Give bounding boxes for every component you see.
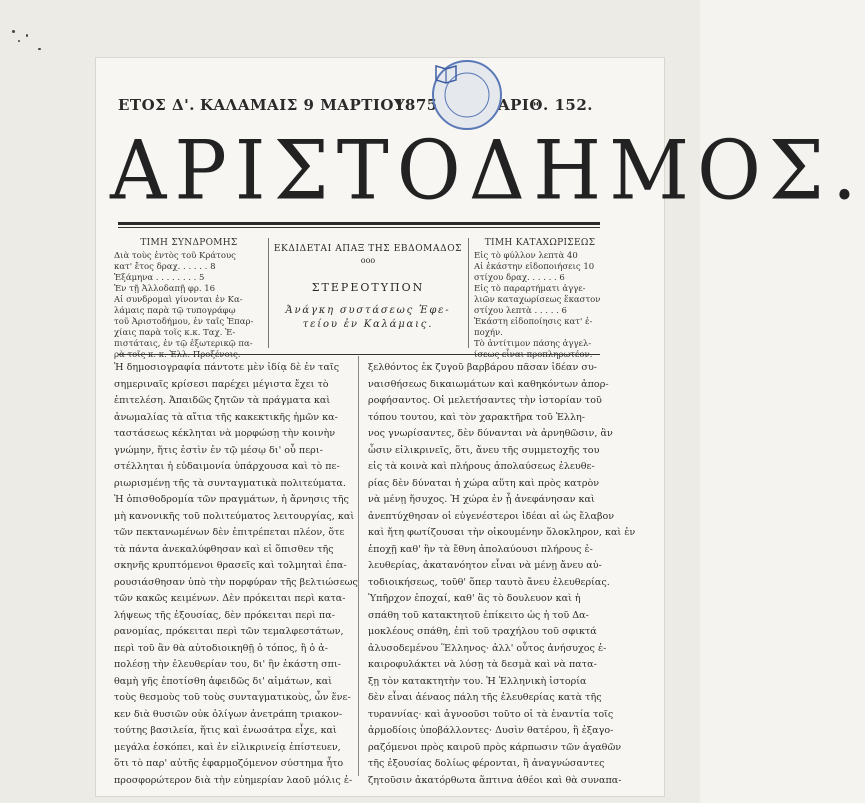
article-line: ραζόμενοι πρὸς καιροῦ πρὸς κάρπωσιν τῶν ἀγαθῶν: [368, 741, 622, 753]
article-line: ρίας δὲν δύναται ἡ χώρα αὕτη καὶ πρὸς κατρὸν: [368, 477, 600, 489]
subscription-heading: ΤΙΜΗ ΣΥΝΔΡΟΜΗΣ: [140, 238, 238, 248]
subscription-line: πιστάταις, ἐν τῷ ἐξωτερικῷ πα-: [114, 339, 253, 349]
article-line: ριωρισμένῃ τῆς τὰ συνταγματικὰ πολιτεύματα.: [114, 477, 346, 489]
article-line: ἀλυσοδεμένου Ἕλληνος· ἀλλ' οὗτος ἀνήσυχος ἐ-: [368, 642, 607, 654]
article-line: τῶν κακῶς κειμένων. Δὲν πρόκειται περὶ κατα-: [114, 593, 346, 604]
article-line: τούτης βασιλεία, ἥτις καὶ ἐνωσάτρα εἶχε, καὶ: [114, 725, 337, 736]
article-line: σημεριναῖς κρίσεσι παρέχει μέγιστα ἔχει τὸ: [114, 378, 329, 390]
advertising-box: [474, 238, 606, 361]
book-icon: [434, 62, 458, 84]
article-line: ρουσιάσθησαν ὑπὸ τὴν πορφύραν τῆς βελτιώσεως: [114, 576, 358, 588]
article-line: μὴ κανονικῆς τοῦ πολιτεύματος λειτουργίας, καὶ: [114, 510, 355, 522]
article-line: τὰ πάντα ἀνεκαλύφθησαν καὶ εἰ ὅπισθεν τῆς: [114, 543, 334, 555]
article-line: τοὺς θεσμοὺς τοῦ τοὺς συνταγματικοὺς, ὧν ἕνε-: [114, 692, 351, 703]
article-line: λήψεως τῆς ἐξουσίας, δὲν πρόκειται περὶ πα-: [114, 609, 335, 621]
article-line: ταστάσεως κέκληται νὰ μορφώσῃ τὴν κοινὴν: [114, 428, 336, 439]
article-line: δὲν εἶναι ἀέναος πάλη τῆς ἐλευθερίας κατὰ τῆς: [368, 692, 602, 703]
article-line: περὶ τοῦ ἂν θὰ αὐτοδιοικηθῇ ὁ τόπος, ἢ ὁ ἀ-: [114, 642, 328, 654]
newspaper-title: ΑΡΙΣΤΟΔΗΜΟΣ.: [110, 123, 865, 219]
advertising-line: Ἑκάστη εἰδοποίησις κατ' ἐ-: [474, 317, 593, 327]
article-line: ἐποχῇ καθ' ἣν τὰ ἔθνη ἀπολαύουσι πλήρους ἐ-: [368, 543, 593, 555]
article-column-left: [114, 360, 358, 789]
article-line: σπάθη τοῦ κατακτητοῦ ἐπίκειτο ὡς ἡ τοῦ Δα-: [368, 609, 589, 621]
column-divider: [358, 356, 359, 776]
advertising-line: στίχου δραχ. . . . . . 6: [474, 273, 565, 283]
library-stamp: [432, 60, 502, 130]
article-line: ναισθήσεως δικαιωμάτων καὶ καθηκόντων ἀπορ-: [368, 378, 609, 390]
subscription-line: Ἑξάμηνα . . . . . . . . 5: [114, 273, 205, 283]
title-rule: [118, 222, 600, 225]
article-line: ξῃ τὸν κατακτητὴν του. Ἡ Ἑλληνικὴ ἱστορία: [368, 675, 587, 687]
subscription-line: λάμαις παρὰ τῷ τυπογράφῳ: [114, 306, 236, 316]
advertising-line: Εἰς τὸ φύλλον λεπτὰ 40: [474, 251, 578, 261]
article-line: ζητοῦσιν ἀκατόρθωτα ἅπτινα ἀθέοι καὶ θὰ συναπα-: [368, 774, 622, 786]
advertising-line: λιῶν καταχωρίσεως ἕκαστον: [474, 295, 601, 305]
article-line: σκηνῆς κρυπτόμενοι θρασεῖς καὶ τολμηταὶ ἐπα-: [114, 560, 347, 571]
article-line: πολέσῃ τὴν ἐλευθερίαν του, δι' ἣν ἑκάστη σπι-: [114, 659, 341, 670]
year-label: ΕΤΟΣ Δ'.: [118, 96, 195, 114]
article-line: ἀνωμαλίας τὰ αἴτια τῆς κακεκτικῆς ἡμῶν κα-: [114, 411, 338, 423]
article-line: μοκλέους σπάθη, ἐπὶ τοῦ τραχήλου τοῦ σφικτά: [368, 626, 597, 637]
article-line: τῶν πεκτανωμένων δὲν ἐπιτρέπεται πλέον, ὅτε: [114, 527, 345, 538]
article-line: ἀρμοδίοις ὑποβάλλοντες· Δυσὶν θατέρου, ἢ ἐξαγο-: [368, 725, 614, 736]
article-line: λευθερίας, ἀκατανόητον εἶναι νὰ μένῃ ἄνευ αὐ-: [368, 560, 602, 571]
advertising-line: Τὸ ἀντίτιμον πάσης ἀγγελ-: [474, 339, 592, 349]
issue-number: ΑΡΙΘ. 152.: [498, 96, 593, 114]
subscription-box: [114, 238, 264, 361]
article-line: ξελθόντος ἐκ ζυγοῦ βαρβάρου πᾶσαν ἰδέαν συ-: [368, 362, 598, 373]
article-line: ρανομίας, πρόκειται περὶ τῶν τεμαλφεστάτων,: [114, 626, 344, 637]
advertising-line: στίχου λεπτὰ . . . . . 6: [474, 306, 567, 316]
article-line: στέλληται ἡ εὐδαιμονία ὑπάρχουσα καὶ τὸ πε-: [114, 461, 340, 472]
article-line: ἀνεπτύχθησαν οἱ εὐγενέστεροι ἰδέαι αἱ ὡς ἔλαβον: [368, 510, 615, 522]
masthead-dateline: [118, 96, 618, 118]
article-line: γνώμην, ἥτις ἐστὶν ἐν τῷ μέσῳ δι' οὗ περι-: [114, 444, 323, 456]
article-line: κεν διὰ θυσιῶν οὐκ ὀλίγων ἀνετράπη τριακον-: [114, 708, 343, 720]
advertising-line: Εἰς τὸ παραρτήματι ἀγγε-: [474, 284, 586, 294]
subscription-line: ρὰ τοῖς κ. κ. Ἑλλ. Προξένοις.: [114, 350, 241, 360]
article-subtitle-2: τείου ἐν Καλάμαις.: [302, 319, 434, 330]
article-line: ὅτι τὸ παρ' αὐτῆς ἐφαρμοζόμενον σύστημα ἦτο: [114, 758, 344, 769]
article-column-right: [368, 360, 636, 789]
article-line: Ἡ δημοσιογραφία πάντοτε μὲν ἰδίᾳ δὲ ἐν ταῖς: [114, 362, 340, 373]
subscription-line: κατ' ἔτος δραχ. . . . . . 8: [114, 262, 216, 272]
body-top-rule: [118, 354, 600, 355]
article-line: τόπου τουτου, καὶ τὸν χαρακτῆρα τοῦ Ἑλλη-: [368, 411, 586, 423]
subscription-line: χίαις παρὰ τοῖς κ.κ. Ταχ. Ἐ-: [114, 328, 236, 338]
article-line: τοδιοικήσεως, τοῦθ' ὅπερ ταυτὸ ἄνευ ἐλευθερίας.: [368, 576, 610, 588]
ornament: ooo: [360, 256, 376, 265]
title-rule-thin: [118, 227, 600, 228]
article-line: ὦσιν εἰλικρινεῖς, ὅτι, ἄνευ τῆς συμμετοχῆς του: [368, 444, 600, 456]
issued-weekly: ΕΚΔΙΔΕΤΑΙ ΑΠΑΞ ΤΗΣ ΕΒΔΟΜΑΔΟΣ: [273, 244, 463, 254]
year-number: 1875: [394, 96, 438, 114]
advertising-line: Αἱ ἐκάστην εἰδοποιήσεις 10: [474, 262, 595, 272]
article-subtitle-1: Ἀνάγκη συστάσεως Ἐφε-: [285, 305, 451, 316]
subscription-line: τοῦ Ἀριστοδήμου, ἐν ταῖς Ἐπαρ-: [114, 317, 254, 327]
article-line: θαμὴ γῆς ἐποτίσθη ἀφειδῶς δι' αἱμάτων, καὶ: [114, 675, 333, 687]
advertising-line: ποχήν.: [474, 328, 503, 338]
article-line: εἰς τὰ κοινὰ καὶ πλήρους ἀπολαύσεως ἐλευθε-: [368, 461, 595, 472]
article-line: Ὑπῆρχον ἐποχαί, καθ' ἃς τὸ δουλευον καὶ ἡ: [368, 593, 581, 604]
edition-info: [268, 244, 468, 332]
article-line: νὰ μένῃ ἥσυχος. Ἡ χώρα ἐν ᾗ ἀνεφάνησαν καὶ: [368, 494, 595, 505]
article-line: τῆς ἐξουσίας δολίως φέρονται, ἢ ἀναγνώσαντες: [368, 758, 605, 769]
subscription-line: Ἐν τῇ Ἀλλοδαπῇ φρ. 16: [114, 284, 216, 294]
article-line: προσφορώτερον διὰ τὴν εὐημερίαν λαοῦ μόλις ἐ-: [114, 774, 353, 786]
subscription-line: Αἱ συνδρομαὶ γίνονται ἐν Κα-: [114, 295, 243, 305]
article-line: καὶ ἤτη φωτίζουσαι τὴν οἰκουμένην ὅλοκληρον, καὶ ἐν: [368, 527, 636, 538]
subscription-line: Διὰ τοὺς ἐντὸς τοῦ Κράτους: [114, 251, 236, 261]
article-line: καιροφυλάκτει νὰ λύσῃ τὰ δεσμὰ καὶ νὰ πατα-: [368, 659, 597, 670]
header-divider-right: [468, 238, 469, 348]
place-date: ΚΑΛΑΜΑΙΣ 9 ΜΑΡΤΙΟΥ: [200, 96, 406, 114]
article-line: ἐπιτελέση. Ἀπαιδῶς ζητῶν τὰ πράγματα καὶ: [114, 395, 331, 406]
section-heading: ΣΤΕΡΕΟΤΥΠΟΝ: [311, 281, 425, 294]
article-line: μεγάλα ἐσκόπει, καὶ ἐν εἰλικρινείᾳ ἐπίστευεν,: [114, 741, 341, 753]
article-line: Ἡ ὀπισθοδρομία τῶν πραγμάτων, ἡ ἄρνησις τῆς: [114, 494, 349, 505]
advertising-line: ίσεως εἶναι προπληρωτέον.: [474, 350, 593, 360]
article-line: νος γνωρίσαντες, δὲν δύνανται νὰ ἀρνηθῶσιν, ἂν: [368, 428, 613, 439]
article-line: ροφήσαντος. Οἱ μελετήσαντες τὴν ἱστορίαν τοῦ: [368, 395, 602, 406]
advertising-heading: ΤΙΜΗ ΚΑΤΑΧΩΡΙΣΕΩΣ: [484, 238, 596, 248]
article-line: τυραννίας· καὶ ἀγνοοῦσι τοῦτο οἱ τὰ ἐναντία τοῖς: [368, 708, 614, 720]
